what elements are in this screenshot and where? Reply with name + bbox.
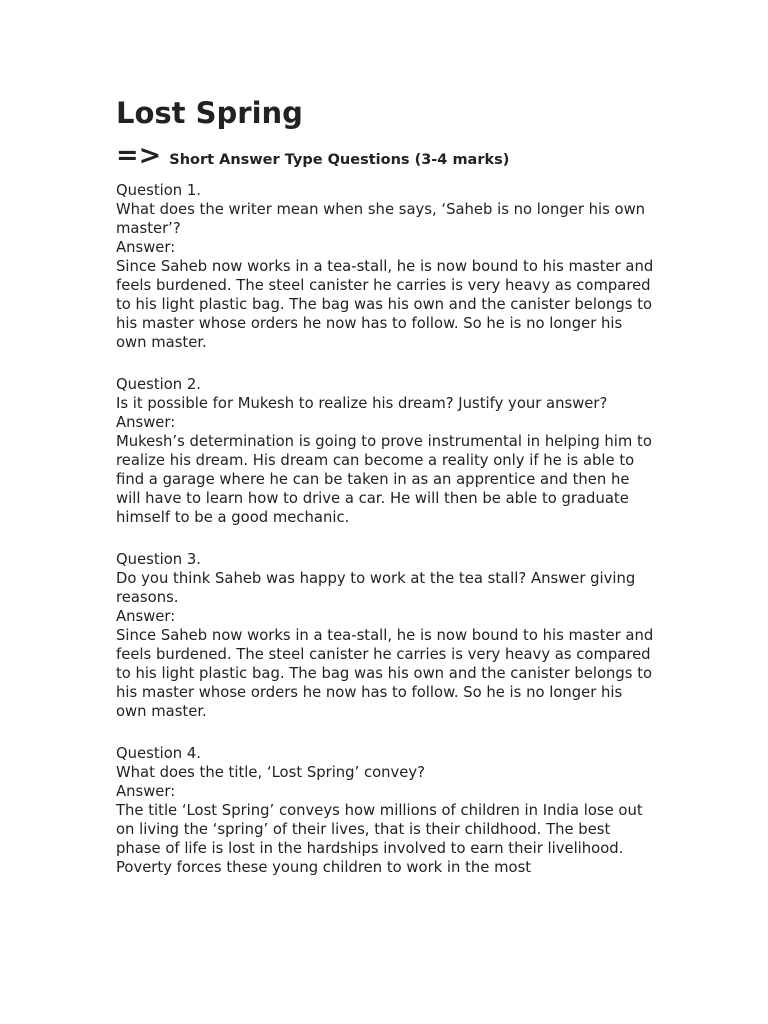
page-title: Lost Spring bbox=[116, 96, 303, 130]
answer-text: Since Saheb now works in a tea-stall, he is now bound to his master and feels burdened. The steel canister he carries is very heavy as compared to his light plastic bag. The bag was his own and the canister belongs to his master whose orders he now has to follow. So he is no longer his own master. bbox=[116, 258, 654, 351]
question-block-3 bbox=[116, 550, 656, 721]
arrow-marker: => bbox=[116, 140, 162, 171]
section-heading-text: Short Answer Type Questions (3-4 marks) bbox=[169, 152, 510, 168]
question-block-1 bbox=[116, 181, 656, 352]
question-block-2 bbox=[116, 375, 656, 527]
question-label: Question 1. bbox=[116, 182, 202, 199]
question-text: Is it possible for Mukesh to realize his dream? Justify your answer? bbox=[116, 395, 608, 412]
question-text: What does the writer mean when she says, ‘Saheb is no longer his own master’? bbox=[116, 201, 646, 237]
answer-label: Answer: bbox=[116, 239, 176, 256]
question-label: Question 2. bbox=[116, 376, 202, 393]
answer-label: Answer: bbox=[116, 414, 176, 431]
answer-label: Answer: bbox=[116, 783, 176, 800]
question-text: What does the title, ‘Lost Spring’ convey? bbox=[116, 764, 426, 781]
question-label: Question 3. bbox=[116, 551, 202, 568]
question-label: Question 4. bbox=[116, 745, 202, 762]
answer-text: Mukesh’s determination is going to prove instrumental in helping him to realize his dream. His dream can become a reality only if he is able to find a garage where he can be taken in as an apprentice and then he will have to learn how to drive a car. He will then be able to graduate himself to be a good mechanic. bbox=[116, 433, 652, 526]
question-block-4 bbox=[116, 744, 656, 877]
section-heading bbox=[116, 141, 656, 181]
answer-text: Since Saheb now works in a tea-stall, he is now bound to his master and feels burdened. The steel canister he carries is very heavy as compared to his light plastic bag. The bag was his own and the canister belongs to his master whose orders he now has to follow. So he is no longer his own master. bbox=[116, 627, 654, 720]
answer-label: Answer: bbox=[116, 608, 176, 625]
document-page bbox=[116, 94, 656, 877]
answer-text: The title ‘Lost Spring’ conveys how millions of children in India lose out on living the ‘spring’ of their lives, that is their childhood. The best phase of life is lost in the hardships involved to earn their livelihood. Poverty forces these young children to work in the most bbox=[116, 802, 643, 876]
question-text: Do you think Saheb was happy to work at the tea stall? Answer giving reasons. bbox=[116, 570, 636, 606]
